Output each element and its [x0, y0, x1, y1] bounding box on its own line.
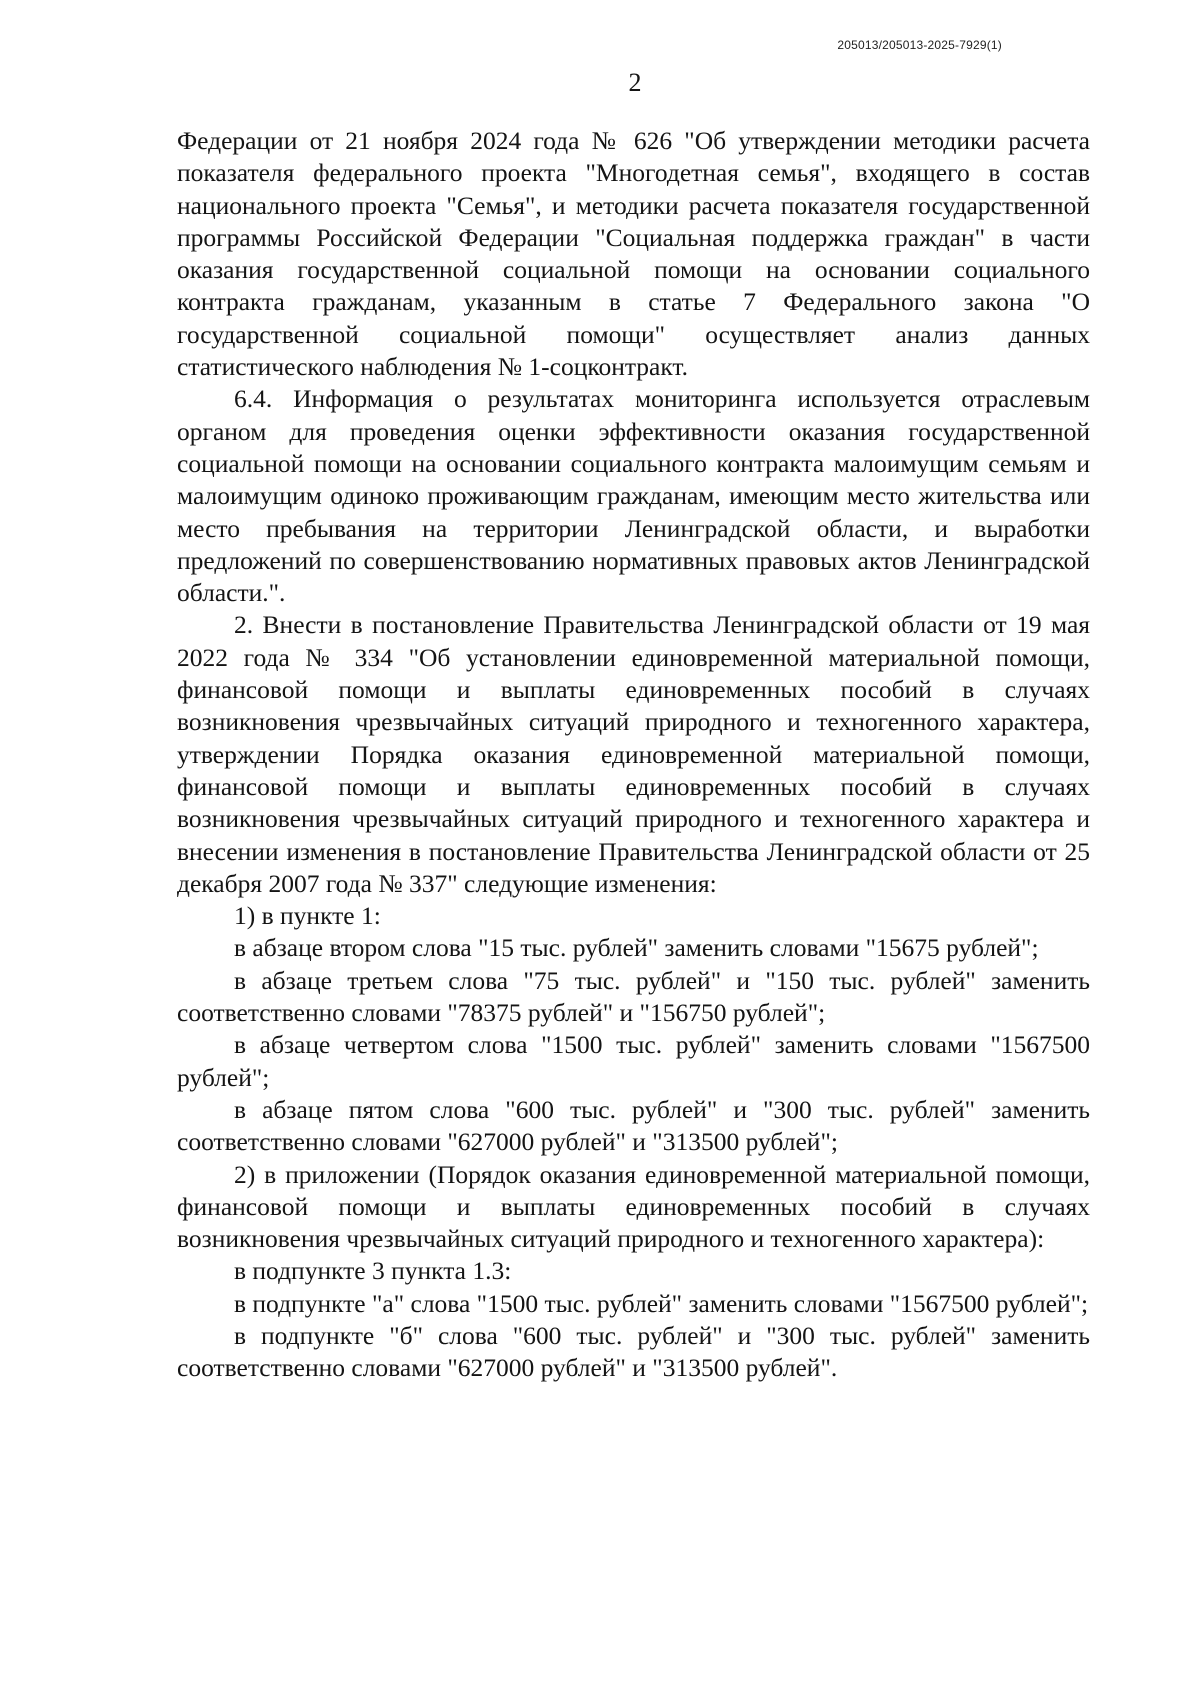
- paragraph-abzac-4: в абзаце четвертом слова "1500 тыс. рублей" заменить словами "1567500 рублей";: [177, 1030, 1090, 1092]
- document-id: 205013/205013-2025-7929(1): [837, 38, 1002, 52]
- paragraph-6-4: 6.4. Информация о результатах мониторинга используется отраслевым органом для проведения оценки эффективности оказания государственной социальной помощи на основании социального контракта малоимущим семьям и малоимущим одиноко проживающим гражданам, имеющим место жительства или место пребывания на территории Ленинградской области, и выработки предложений по совершенствованию нормативных правовых актов Ленинградской области.".: [177, 384, 1090, 608]
- paragraph-subitem-3: в подпункте 3 пункта 1.3:: [234, 1256, 512, 1286]
- paragraph-abzac-2: в абзаце втором слова "15 тыс. рублей" заменить словами "15675 рублей";: [234, 933, 1039, 963]
- paragraph-abzac-3: в абзаце третьем слова "75 тыс. рублей" и "150 тыс. рублей" заменить соответственно словами "78375 рублей" и "156750 рублей";: [177, 965, 1090, 1028]
- paragraph-subitem-a: в подпункте "а" слова "1500 тыс. рублей" заменить словами "1567500 рублей";: [234, 1288, 1089, 1318]
- paragraph-2: 2. Внести в постановление Правительства Ленинградской области от 19 мая 2022 года № 334 "Об установлении единовременной материальной помощи, финансовой помощи и выплаты единовременных пособий в случаях возникновения чрезвычайных ситуаций природного и техногенного характера, утверждении Порядка оказания единовременной материальной помощи, финансовой помощи и выплаты единовременных пособий в случаях возникновения чрезвычайных ситуаций природного и техногенного характера и внесении изменения в постановление Правительства Ленинградской области от 25 декабря 2007 года № 337" следующие изменения:: [177, 610, 1090, 898]
- paragraph-abzac-5: в абзаце пятом слова "600 тыс. рублей" и "300 тыс. рублей" заменить соответственно словами "627000 рублей" и "313500 рублей";: [177, 1094, 1090, 1157]
- paragraph-item-1: 1) в пункте 1:: [234, 901, 381, 931]
- page-number: 2: [628, 68, 642, 97]
- document-body: [177, 125, 1090, 1385]
- paragraph-item-2: 2) в приложении (Порядок оказания единовременной материальной помощи, финансовой помощи и выплаты единовременных пособий в случаях возникновения чрезвычайных ситуаций природного и техногенного характера):: [177, 1159, 1090, 1254]
- paragraph-subitem-b: в подпункте "б" слова "600 тыс. рублей" и "300 тыс. рублей" заменить соответственно словами "627000 рублей" и "313500 рублей".: [177, 1320, 1090, 1383]
- paragraph-federation-decree: Федерации от 21 ноября 2024 года № 626 "Об утверждении методики расчета показателя федерального проекта "Многодетная семья", входящего в состав национального проекта "Семья", и методики расчета показателя государственной программы Российской Федерации "Социальная поддержка граждан" в части оказания государственной социальной помощи на основании социального контракта гражданам, указанным в статье 7 Федерального закона "О государственной социальной помощи" осуществляет анализ данных статистического наблюдения № 1-соцконтракт.: [177, 126, 1090, 382]
